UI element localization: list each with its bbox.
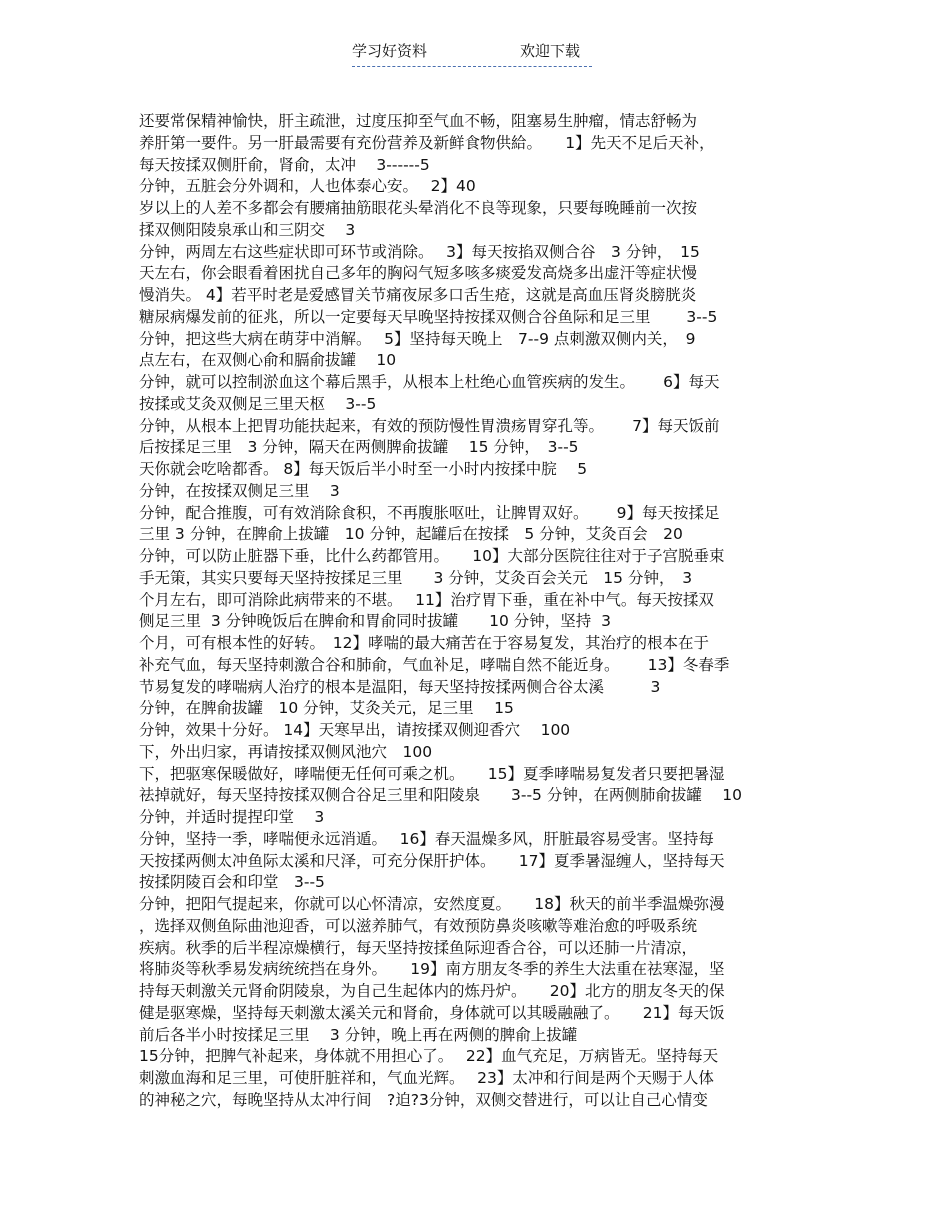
text-line: 后按揉足三里 3 分钟，隔天在两侧脾俞拔罐 15 分钟， 3--5 <box>139 438 579 457</box>
body-text <box>139 111 819 1112</box>
text-line: 分钟，坚持一季，哮喘便永远消遁。 16】春天温燥多风，肝脏最容易受害。坚持每 <box>139 829 714 848</box>
text-line: 分钟，五脏会分外调和，人也体泰心安。 2】40 <box>139 177 476 196</box>
text-line: 按揉阴陵百会和印堂 3--5 <box>139 873 325 892</box>
text-line: 慢消失。 4】若平时老是爱感冒关节痛夜尿多口舌生疮，这就是高血压肾炎膀胱炎 <box>139 286 697 304</box>
header-title-right: 欢迎下载 <box>520 42 581 60</box>
text-line: 补充气血，每天坚持刺激合谷和肺俞，气血补足，哮喘自然不能近身。 13】冬春季 <box>139 655 730 674</box>
page-header <box>352 40 592 67</box>
text-line: 分钟，效果十分好。 14】天寒早出，请按揉双侧迎香穴 100 <box>139 721 571 739</box>
text-line: 天左右，你会眼看着困扰自己多年的胸闷气短多咳多痰爱发高烧多出虚汗等症状慢 <box>139 264 698 283</box>
text-line: 点左右，在双侧心俞和膈俞拔罐 10 <box>139 351 397 370</box>
text-line: 按揉或艾灸双侧足三里天枢 3--5 <box>139 394 377 413</box>
text-line: 分钟，把这些大病在萌芽中消解。 5】坚持每天晚上 7--9 点刺激双侧内关， 9 <box>139 329 696 348</box>
text-line: 分钟，从根本上把胃功能扶起来，有效的预防慢性胃溃疡胃穿孔等。 7】每天饭前 <box>139 416 720 435</box>
text-line: 糖尿病爆发前的征兆，所以一定要每天早晚坚持按揉双侧合谷鱼际和足三里 3--5 <box>139 307 718 326</box>
text-line: 分钟，在按揉双侧足三里 3 <box>139 481 340 500</box>
text-line: 分钟，可以防止脏器下垂，比什么药都管用。 10】大部分医院往往对于子宫脱垂束 <box>139 547 725 565</box>
text-line: 还要常保精神愉快，肝主疏泄，过度压抑至气血不畅，阻塞易生肿瘤，情志舒畅为 <box>139 112 698 130</box>
text-line: 下，外出归家，再请按揉双侧风池穴 100 <box>139 742 433 761</box>
text-line: 健是驱寒燥，坚持每天刺激太溪关元和肾俞，身体就可以其暖融融了。 21】每天饭 <box>139 1003 725 1022</box>
text-line: 个月，可有根本性的好转。 12】哮喘的最大痛苦在于容易复发，其治疗的根本在于 <box>139 634 709 652</box>
text-line: 侧足三里 3 分钟晚饭后在脾俞和胃俞同时拔罐 10 分钟，坚持 3 <box>139 612 612 631</box>
header-title-left: 学习好资料 <box>352 42 428 60</box>
text-line: ，选择双侧鱼际曲池迎香，可以滋养肺气，有效预防鼻炎咳嗽等难治愈的呼吸系统 <box>139 916 698 935</box>
text-line: 分钟，就可以控制淤血这个幕后黑手，从根本上杜绝心血管疾病的发生。 6】每天 <box>139 373 720 391</box>
text-line: 分钟，把阳气提起来，你就可以心怀清凉，安然度夏。 18】秋天的前半季温燥弥漫 <box>139 895 725 913</box>
text-line: 分钟，配合推腹，可有效消除食积，不再腹胀呕吐，让脾胃双好。 9】每天按揉足 <box>139 503 720 522</box>
text-line: 的神秘之穴，每晚坚持从太冲行间 ?迫?3分钟，双侧交替进行，可以让自己心情变 <box>139 1090 708 1109</box>
text-line: 三里 3 分钟，在脾俞上拔罐 10 分钟，起罐后在按揉 5 分钟，艾灸百会 20 <box>139 525 683 544</box>
text-line: 分钟，两周左右这些症状即可环节或消除。 3】每天按掐双侧合谷 3 分钟， 15 <box>139 242 700 261</box>
text-line: 祛掉就好，每天坚持按揉双侧合谷足三里和阳陵泉 3--5 分钟，在两侧肺俞拔罐 10 <box>139 786 742 805</box>
text-line: 养肝第一要件。另一肝最需要有充份营养及新鲜食物供給。 1】先天不足后天补， <box>139 133 715 152</box>
text-line: 持每天刺激关元肾俞阴陵泉，为自己生起体内的炼丹炉。 20】北方的朋友冬天的保 <box>139 982 725 1000</box>
text-line: 刺激血海和足三里，可使肝脏祥和，气血光辉。 23】太冲和行间是两个天赐于人体 <box>139 1069 714 1087</box>
text-line: 揉双侧阳陵泉承山和三阴交 3 <box>139 220 356 239</box>
text-line: 前后各半小时按揉足三里 3 分钟，晚上再在两侧的脾俞上拔罐 <box>139 1025 578 1044</box>
text-line: 分钟，在脾俞拔罐 10 分钟，艾灸关元，足三里 15 <box>139 699 514 718</box>
text-line: 手无策，其实只要每天坚持按揉足三里 3 分钟，艾灸百会关元 15 分钟， 3 <box>139 568 693 587</box>
text-line: 天按揉两侧太冲鱼际太溪和尺泽，可充分保肝护体。 17】夏季暑湿缠人，坚持每天 <box>139 851 725 870</box>
text-line: 节易复发的哮喘病人治疗的根本是温阳，每天坚持按揉两侧合谷太溪 3 <box>139 677 661 696</box>
text-line: 将肺炎等秋季易发病统统挡在身外。 19】南方朋友冬季的养生大法重在祛寒湿，坚 <box>139 960 725 979</box>
text-line: 每天按揉双侧肝俞，肾俞，太冲 3------5 <box>139 155 430 174</box>
text-line: 15分钟，把脾气补起来，身体就不用担心了。 22】血气充足，万病皆无。坚持每天 <box>139 1047 719 1066</box>
text-line: 天你就会吃啥都香。 8】每天饭后半小时至一小时内按揉中脘 5 <box>139 460 588 478</box>
text-line: 疾病。秋季的后半程凉燥横行，每天坚持按揉鱼际迎香合谷，可以还肺一片清凉， <box>139 938 698 957</box>
text-line: 分钟，并适时提捏印堂 3 <box>139 808 325 826</box>
text-line: 下，把驱寒保暖做好，哮喘便无任何可乘之机。 15】夏季哮喘易复发者只要把暑湿 <box>139 764 725 783</box>
text-line: 个月左右，即可消除此病带来的不堪。 11】治疗胃下垂，重在补中气。每天按揉双 <box>139 590 714 609</box>
text-line: 岁以上的人差不多都会有腰痛抽筋眼花头晕消化不良等现象，只要每晚睡前一次按 <box>139 199 698 217</box>
